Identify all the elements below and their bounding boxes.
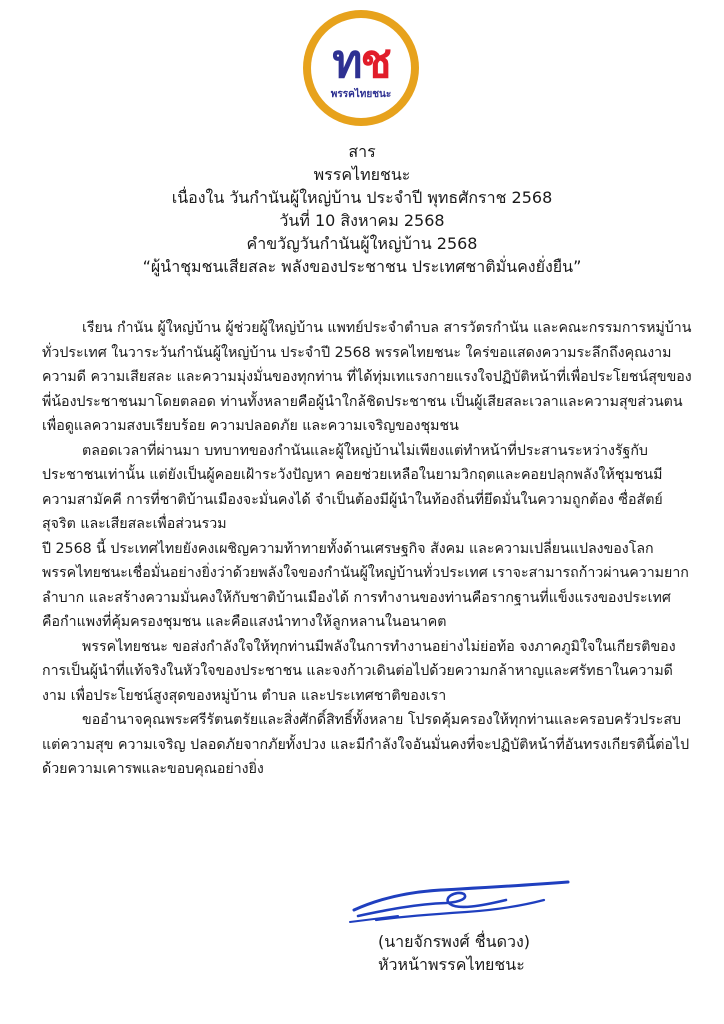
handwritten-signature [346, 870, 576, 926]
heading-motto-label: คำขวัญวันกำนันผู้ใหญ่บ้าน 2568 [246, 234, 478, 253]
body-paragraph-blessing: ขออำนาจคุณพระศรีรัตนตรัยและสิ่งศักดิ์สิทธิ์ทั้งหลาย โปรดคุ้มครองให้ทุกท่านและครอบครัวประสบแต่ความสุข ความเจริญ ปลอดภัยจากภัยทั้งปวง และมีกำลังใจอันมั่นคงที่จะปฏิบัติหน้าที่อันทรงเกียรตินี้ต่อไปด้วยความเคารพและขอบคุณอย่างยิ่ง [42, 712, 690, 777]
heading-occasion: เนื่องใน วันกำนันผู้ใหญ่บ้าน ประจำปี พุทธศักราช 2568 [171, 188, 553, 207]
logo-mark-right: ช [360, 33, 390, 88]
party-logo-name: พรรคไทยชนะ [330, 88, 392, 100]
signatory-title: หัวหน้าพรรคไทยชนะ [378, 955, 525, 974]
body-paragraph-challenges: ปี 2568 นี้ ประเทศไทยยังคงเผชิญความท้าทายทั้งด้านเศรษฐกิจ สังคม และความเปลี่ยนแปลงของโลก พรรคไทยชนะเชื่อมั่นอย่างยิ่งว่าด้วยพลังใจของกำนันผู้ใหญ่บ้านทั่วประเทศ เราจะสามารถก้าวผ่านความยากลำบาก และสร้างความมั่นคงให้กับชาติบ้านเมืองได้ การทำงานของท่านคือรากฐานที่แข็งแรงของประเทศ คือกำแพงที่คุ้มครองชุมชน และคือแสงนำทางให้ลูกหลานในอนาคต [42, 540, 689, 630]
heading-date: วันที่ 10 สิงหาคม 2568 [279, 211, 445, 230]
heading-motto: “ผู้นำชุมชนเสียสละ พลังของประชาชน ประเทศชาติมั่นคงยั่งยืน” [142, 257, 582, 276]
letter-heading [0, 140, 724, 278]
party-logo [303, 10, 419, 126]
party-logo-inner [311, 18, 411, 118]
signatory-block [378, 930, 530, 976]
body-paragraph-encouragement: พรรคไทยชนะ ขอส่งกำลังใจให้ทุกท่านมีพลังในการทำงานอย่างไม่ย่อท้อ จงภาคภูมิใจในเกียรติของการเป็นผู้นำที่แท้จริงในหัวใจของประชาชน และจงก้าวเดินต่อไปด้วยความกล้าหาญและศรัทธาในความดีงาม เพื่อประโยชน์สูงสุดของหมู่บ้าน ตำบล และประเทศชาติของเรา [42, 638, 676, 704]
party-logo-mark [332, 35, 390, 87]
logo-mark-left: ท [332, 33, 361, 88]
letter-body [42, 316, 692, 782]
heading-message-label: สาร [348, 142, 376, 161]
body-paragraph-greeting: เรียน กำนัน ผู้ใหญ่บ้าน ผู้ช่วยผู้ใหญ่บ้าน แพทย์ประจำตำบล สารวัตรกำนัน และคณะกรรมการหมู่บ้านทั่วประเทศ ในวาระวันกำนันผู้ใหญ่บ้าน ประจำปี 2568 พรรคไทยชนะ ใคร่ขอแสดงความระลึกถึงคุณงามความดี ความเสียสละ และความมุ่งมั่นของทุกท่าน ที่ได้ทุ่มเทแรงกายแรงใจปฏิบัติหน้าที่เพื่อประโยชน์สุขของพี่น้องประชาชนมาโดยตลอด ท่านทั้งหลายคือผู้นำใกล้ชิดประชาชน เป็นผู้เสียสละเวลาและความสุขส่วนตน เพื่อดูแลความสงบเรียบร้อย ความปลอดภัย และความเจริญของชุมชน [42, 320, 692, 434]
signatory-name: (นายจักรพงศ์ ชื่นดวง) [378, 932, 531, 951]
heading-party-name: พรรคไทยชนะ [313, 165, 411, 184]
body-paragraph-role: ตลอดเวลาที่ผ่านมา บทบาทของกำนันและผู้ใหญ่บ้านไม่เพียงแต่ทำหน้าที่ประสานระหว่างรัฐกับประชาชนเท่านั้น แต่ยังเป็นผู้คอยเฝ้าระวังปัญหา คอยช่วยเหลือในยามวิกฤตและคอยปลุกพลังให้ชุมชนมีความสามัคคี การที่ชาติบ้านเมืองจะมั่นคงได้ จำเป็นต้องมีผู้นำในท้องถิ่นที่ยึดมั่นในความถูกต้อง ซื่อสัตย์สุจริต และเสียสละเพื่อส่วนรวม [42, 442, 663, 532]
